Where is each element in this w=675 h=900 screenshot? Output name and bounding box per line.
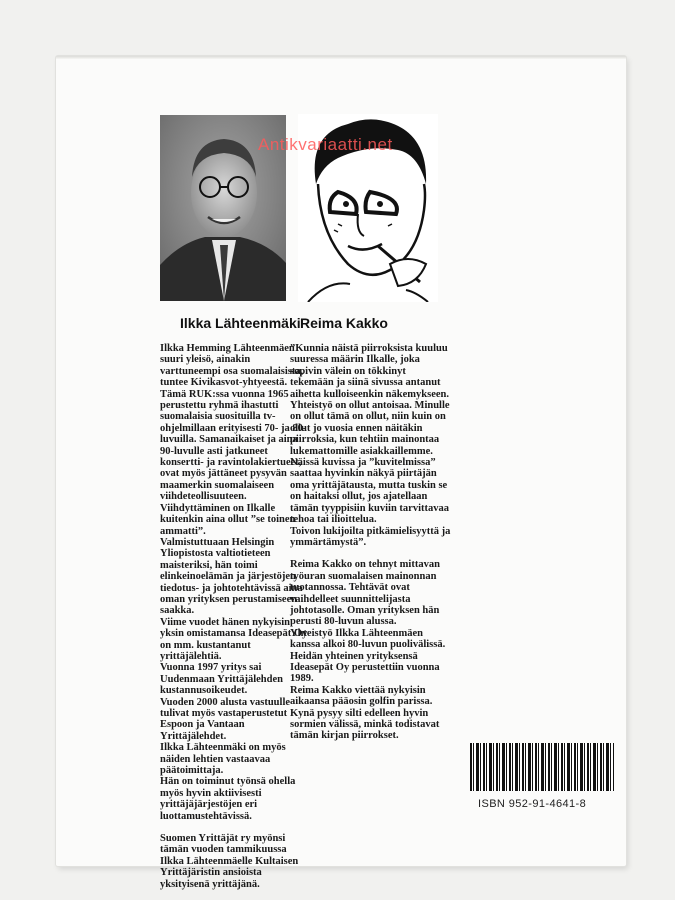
bio-paragraph: Yhteistyö Ilkka Lähteenmäen kanssa alkoi 80-luvun puolivälissä. xyxy=(290,627,446,651)
bio-paragraph: Reima Kakko viettää nykyisin aikaansa pääosin golfin parissa. xyxy=(290,684,433,708)
bio-paragraph: Ilkka Lähteenmäki on myös näiden lehtien vastaavaa päätoimittaja. xyxy=(160,742,286,777)
bio-paragraph: Valmistuttuaan Helsingin Yliopistosta valtiotieteen maisteriksi, hän toimi elinkeinoelämän ja järjestöjen tiedotus- ja johtotehtävissä aina oman yrityksen perustamiseen saakka. xyxy=(160,536,303,617)
quote-paragraph: ”Kunnia näistä piirroksista kuuluu suuressa määrin Ilkalle, joka sopivin välein on tökkinyt tekemään ja siinä sivussa antanut aihetta kulloiseenkin näkemykseen. xyxy=(290,343,449,400)
bio-column-right xyxy=(290,343,452,742)
bio-paragraph: Viime vuodet hänen nykyisin yksin omistamansa Ideasepät Oy on mm. kustantanut yrittäjälehtiä. xyxy=(160,616,308,662)
bio-paragraph: Viihdyttäminen on Ilkalle kuitenkin aina ollut ”se toinen ammatti”. xyxy=(160,502,296,537)
quote-paragraph: Näissä kuvissa ja ”kuvitelmissa” saattaa hyvinkin näkyä piirtäjän oma yrittäjätausta, mutta tuskin se on haitaksi ollut, jos ajatellaan tämän tyyppisiin kuviin tarvittavaa tehoa tai ilioittelua. xyxy=(290,457,449,526)
barcode xyxy=(470,743,614,791)
bio-paragraph: Vuonna 1997 yritys sai Uudenmaan Yrittäjälehden kustannusoikeudet. xyxy=(160,662,283,697)
bio-paragraph: Ilkka Hemming Lähteenmäen suuri yleisö, ainakin varttuneempi osa suomalaisista, tuntee Kivikasvot-yhtyeestä. Tämä RUK:ssa vuonna 1965 perustettu ryhmä ihastutti suomalaisia suosituilla tv-ohjelmillaan erityisesti 70- ja 80-luvuilla. Samanaikaiset ja aina 90-luvulle asti jatkuneet konsertti- ja ravintolakiertueet, ovat myös jättäneet pysyvän maamerkin suomalaiseen viihdeteollisuuteen. xyxy=(160,343,307,503)
author-name-right: Reima Kakko xyxy=(300,315,388,331)
bio-paragraph: Kynä pysyy silti edelleen hyvin sormien välissä, minkä todistavat tämän kirjan piirrokset. xyxy=(290,707,440,742)
quote-paragraph: Toivon lukijoilta pitkämielisyyttä ja ymmärtämystä”. xyxy=(290,525,451,548)
bio-column-left xyxy=(160,343,308,890)
watermark-logo: Antikvariaatti.net xyxy=(258,135,393,154)
author-name-left: Ilkka Lähteenmäki xyxy=(180,315,301,331)
cover-top-edge xyxy=(56,56,626,59)
quote-paragraph: Yhteistyö on ollut antoisaa. Minulle on ollut tämä on ollut, niin kuin on ollut jo vuosia ennen näitäkin piirroksia, kun tehtiin mainontaa lukemattomille asiakkaillemme. xyxy=(290,400,450,457)
bio-paragraph: Vuoden 2000 alusta vastuulle tulivat myös vastaperustetut Espoon ja Vantaan Yrittäjälehdet. xyxy=(160,696,291,742)
bio-paragraph: Reima Kakko on tehnyt mittavan työuran suomalaisen mainonnan tuotannossa. Tehtävät ovat vaihdelleet suunnittelijasta johtotasolle. Oman yrityksen hän perusti 80-luvun alussa. xyxy=(290,559,440,628)
award-paragraph: Suomen Yrittäjät ry myönsi tämän vuoden tammikuussa Ilkka Lähteenmäelle Kultaisen Yrittäjäristin ansioista yksityisenä yrittäjänä. xyxy=(160,833,299,890)
bio-paragraph: Hän on toiminut työnsä ohella myös hyvin aktiivisesti yrittäjäjärjestöjen eri luottamustehtävissä. xyxy=(160,776,296,822)
bio-paragraph: Heidän yhteinen yrityksensä Ideasepät Oy perustettiin vuonna 1989. xyxy=(290,650,440,685)
isbn-number: ISBN 952-91-4641-8 xyxy=(478,798,587,810)
